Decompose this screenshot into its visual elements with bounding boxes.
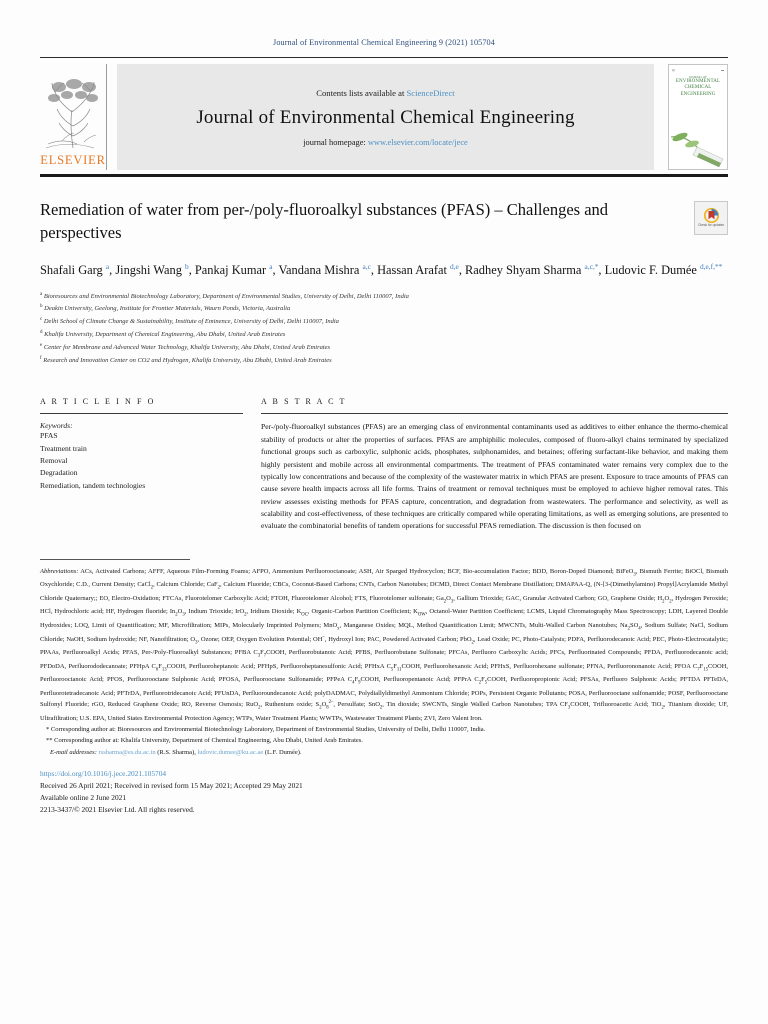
email-label: E-mail addresses: [50,748,97,756]
footnote-divider [40,559,190,560]
cover-issn-mark: ▬ [721,68,724,72]
masthead-divider [40,174,728,177]
journal-title: Journal of Environmental Chemical Engineering [196,106,575,128]
journal-homepage-line [303,138,468,147]
abstract-rule [261,413,728,414]
corresponding-author-1: * Corresponding author at: Bioresources and Environmental Biotechnology Laboratory, Department of Environmental Studies, University of Delhi, Delhi 110007, India. [46,726,486,734]
affiliation-item [40,354,728,367]
affiliation-text: Bioresources and Environmental Biotechnology Laboratory, Department of Environmental Studies, University of Delhi, Delhi 110007, India [43,292,409,300]
article-info-rule [40,413,243,414]
affiliation-marker: f [40,356,42,362]
keyword-item: PFAS [40,431,58,441]
affiliation-text: Khalifa University, Department of Chemical Engineering, Abu Dhabi, United Arab Emirates [44,331,286,339]
abstract-text: Per-/poly-fluoroalkyl substances (PFAS) are an emerging class of environmental contaminants used as additives to either enhance the thermo-chemical stability of products or alter the properties of surfaces. PFAS are amphiphilic molecules, composed of fluoro-alkyl chains terminated by specialized functional groups such as carboxylic, sulphonic acids, phosphates, sulphonamides, and betaines; offering surfactant-like behavior, and making them highly persistent and mobile across all environmental compartments. The treatment of PFAS contaminated water remains very complex due to the typically low concentrations and because of the complexity of the wastewater matrix in which PFAS are present. Exposure to trace amounts of PFAS can cause severe health impacts across all life forms. Trains of treatment or removal techniques must be employed to achieve higher removal rates. This review assesses existing methods for PFAS capture, concentration, and degradation from wastewaters. The performance and selectivity, as well as scalability and cost-effectiveness, of these techniques are critically compared while operating limitations, as well as emerging solutions, are presented to evaluate the combinatorial benefits of tandem operations for successful PFAS remediation. The discussion is then focused on [261,422,728,531]
cover-title-line-2: CHEMICAL [684,85,712,91]
publication-block [40,768,728,816]
affiliation-item [40,302,728,315]
running-head: Journal of Environmental Chemical Engineering 9 (2021) 105704 [273,38,495,47]
affiliation-text: Center for Membrane and Advanced Water Technology, Khalifa University, Abu Dhabi, United Arab Emirates [43,344,331,352]
cover-top-marks [669,65,727,72]
elsevier-wordmark: ELSEVIER [40,153,106,167]
cover-publisher-mark: ▤ [672,68,675,72]
keyword-item: Remediation, tandem technologies [40,480,146,490]
cover-title-block [669,76,727,98]
cover-title-line-3: ENGINEERING [680,91,716,97]
elsevier-tree-icon [44,78,102,152]
affiliation-text: Deakin University, Geelong, Institute for Frontier Materials, Waurn Ponds, Victoria, Australia [44,305,291,313]
doi-link[interactable]: https://doi.org/10.1016/j.jece.2021.105704 [40,769,167,779]
available-online: Available online 2 June 2021 [40,793,127,803]
journal-homepage-link[interactable]: www.elsevier.com/locate/jece [367,137,468,147]
abstract-heading: A B S T R A C T [261,397,347,407]
article-info-column [40,397,243,532]
abstract-column [261,397,728,532]
keywords-label: Keywords: [40,421,73,431]
author-list: Shafali Garg $^a$, Jingshi Wang $^b$, Pankaj Kumar $^a$, Vandana Mishra $^{a,c}$, Hassan Arafat $^{d,e}$, Radhey Shyam Sharma $^{a,c,*}$, Ludovic F. Dumée $^{d,e,f,**}$ [40,261,723,277]
affiliation-list [40,290,728,368]
affiliation-marker: a [40,291,43,297]
affiliation-text: Research and Innovation Center on CO2 and Hydrogen, Khalifa University, Abu Dhabi, United Arab Emirates [43,357,332,365]
corresponding-author-2: ** Corresponding author at: Khalifa University, Department of Chemical Engineering, Abu Dhabi, United Arab Emirates. [46,737,363,745]
abbreviations-label: Abbreviations: [40,567,79,575]
cover-kicker: JOURNAL OF [689,76,707,79]
affiliation-marker: e [40,343,43,349]
affiliation-item [40,328,728,341]
crossmark-label: Check for updates [698,223,724,228]
affiliation-item [40,290,728,303]
affiliation-marker: b [40,304,43,310]
footnote-block [40,566,728,758]
email-addresses-line [40,747,728,758]
info-abstract-row [40,397,728,532]
crossmark-box[interactable] [694,201,728,235]
abbreviations-text: ACs, Activated Carbons; AFFF, Aqueous Film-Forming Foams; AFPO, Ammonium Perfluorooctanoate; ASH, Air Sparged Hydrocyclon; BCF, Bio-accumulation Factor; BDD, Boron-Doped Diamond; BiFeO$_3$, Bismuth Ferrite; BiOCl, Bismuth Oxychloride; C.D., Current Density; CaCl$_2$, Calcium Chloride; CaF$_2$, Calcium Fluoride; CBCs, Coconut-Based Carbons; CNTs, Carbon Nanotubes; DCMD, Direct Contact Membrane Distillation; DMAPAA-Q, (N-[3-(Dimethylamino) Propyl]Acrylamide Methyl Chloride Quaternary;; EO, Electro-Oxidation; FTCAs, Fluorotelomer Carboxylic Acid; FTOH, Fluorotelomer Alcohol; FTS, Fluorotelomer sulfonate; $Ga_2O_3$, Gallium Trioxide; GAC, Granular Activated Carbon; GO, Graphene Oxide; $H_2O_2$, Hydrogen Peroxide; HCl, Hydrochloric acid; HF, Hydrogen fluoride; $In_2O_3$, Indium Trioxide; IrO$_2$, Iridium Dioxide; $K_{OC}$, Organic-Carbon Partition Coefficient; $K_{OW}$, Octanol-Water Partition Coefficient; LCMS, Liquid Chromatography Mass Spectroscopy; LDH, Layered Double Hydroxides; LOQ, Limit of Quantification; MF, Microfiltration; MIPs, Molecularly Imprinted Polymers; MnO$_x$, Manganese Oxides; MQL, Method Quantification Limit; MWCNTs, Multi-Walled Carbon Nanotubes; $Na_2SO_4$, Sodium Sulfate; NaCl, Sodium Chloride; NaOH, Sodium hydroxide; NF, Nanofiltration; $O_3$, Ozone; OEP, Oxygen Evolution Potential; OH–, Hydroxyl Ion; PAC, Powdered Activated Carbon; PbO$_2$, Lead Oxide; PC, Photo-Catalysis; PDFA, Perfluorodecanoic Acid; PEC, Photo-Electrocatalytic; PPAAs, Perfluoroalkyl Acids; PFAS, Per-/Poly-Fluoroalkyl Substances; PFBA $C_3F_7COOH$, Perfluorobutanoic Acid; PFBS, Perfluorobutane Sulfonate; PFCAs, Perfluoro Carboxylic Acids; PFCs, Perfluorinated Compounds; PFDA, Perfluorodecanoic acid; PFDoDA, Perfluorododecanoate; PFHpA $C_6F_{13}COOH$, Perfluoroheptanoic Acid; PFHpS, Perfluoroheptanesulfonic Acid; PFHxA $C_5F_{11}COOH$, Perfluorohexanoic Acid; PFHxS, Perfluorohexane sulfonate; PFNA, Perfluorononanoic Acid; PFOA $C_7F_{15}COOH$, Perfluorooctanoic Acid; PFOS, Perfluorooctane Sulphonic Acid; PFOSA, Perfluorooctane Sulfonamide; PFPeA $C_4F_9COOH$, Perfluoropentanoic Acid; PFPrA $C_2F_5COOH$, Perfluoropropionic Acid; PFSAs, Perfluoro Sulphonic Acids; PFTDA PFTeDA, Perfluorotetradecanoic Acid; PFTrDA, Perfluorotridecanoic Acid; PFUnDA, Perfluoroundecanoic Acid; polyDADMAC, Polydiallyldimethyl Ammonium Chloride; POPs, Persistent Organic Pollutants; POSA, Perfluorooctane sulfonamide; POSF, Perfluorooctane Sulfonyl Fluoride; rGO, Reduced Graphene Oxide; RO, Reverse Osmosis; RuO$_2$, Ruthenium oxide; $S_2O_8^{2-}$, Persulfate; SnO$_2$, Tin dioxide; SWCNTs, Single Walled Carbon Nanotubes; TPA $CF_3COOH$, Trifluoroacetic Acid; TiO$_2$, Titanium dioxide; UF, Ultrafiltration; U.S. EPA, United States Environmental Protection Agency; WTPs, Water Treatment Plants; WWTPs, Wastewater Treatment Plants; ZVI, Zero Valent Iron. [40,567,729,722]
keywords-list [40,430,243,491]
email-owner-1: (R.S. Sharma), [157,748,196,756]
homepage-prefix: journal homepage: [303,137,368,147]
contents-prefix: Contents lists available at [316,87,407,98]
keyword-item: Removal [40,456,68,465]
page-title: Remediation of water from per-/poly-fluoroalkyl substances (PFAS) – Challenges and perspectives [40,200,609,242]
affiliation-marker: c [40,317,43,323]
affiliation-marker: d [40,330,43,336]
copyright-line: 2213-3437/© 2021 Elsevier Ltd. All rights reserved. [40,805,195,814]
article-info-heading: A R T I C L E I N F O [40,397,156,407]
received-dates: Received 26 April 2021; Received in revised form 15 May 2021; Accepted 29 May 2021 [40,781,303,791]
affiliation-text: Delhi School of Climate Change & Sustainability, Institute of Eminence, University of Delhi, Delhi 110007, India [43,318,339,326]
keyword-item: Treatment train [40,443,87,453]
cover-artwork [669,117,727,169]
affiliation-item [40,341,728,354]
email-owner-2: (L.F. Dumée). [264,748,302,756]
journal-cover-thumbnail [668,64,728,170]
abbreviations-paragraph [40,566,728,724]
keyword-item: Degradation [40,468,78,478]
affiliation-item [40,315,728,328]
sciencedirect-link[interactable]: ScienceDirect [406,87,455,98]
crossmark-icon [704,208,719,223]
journal-masthead [40,57,728,170]
cover-title-line-1: ENVIRONMENTAL [675,79,721,85]
email-link-2[interactable]: ludovic.dumee@ku.ac.ae [197,748,264,756]
elsevier-logo [40,64,107,170]
crossmark-badge[interactable] [694,201,728,235]
contents-available-line [316,88,454,98]
journal-band [117,64,654,170]
title-area [40,199,728,245]
email-link-1[interactable]: rssharma@es.du.ac.in [98,748,156,756]
